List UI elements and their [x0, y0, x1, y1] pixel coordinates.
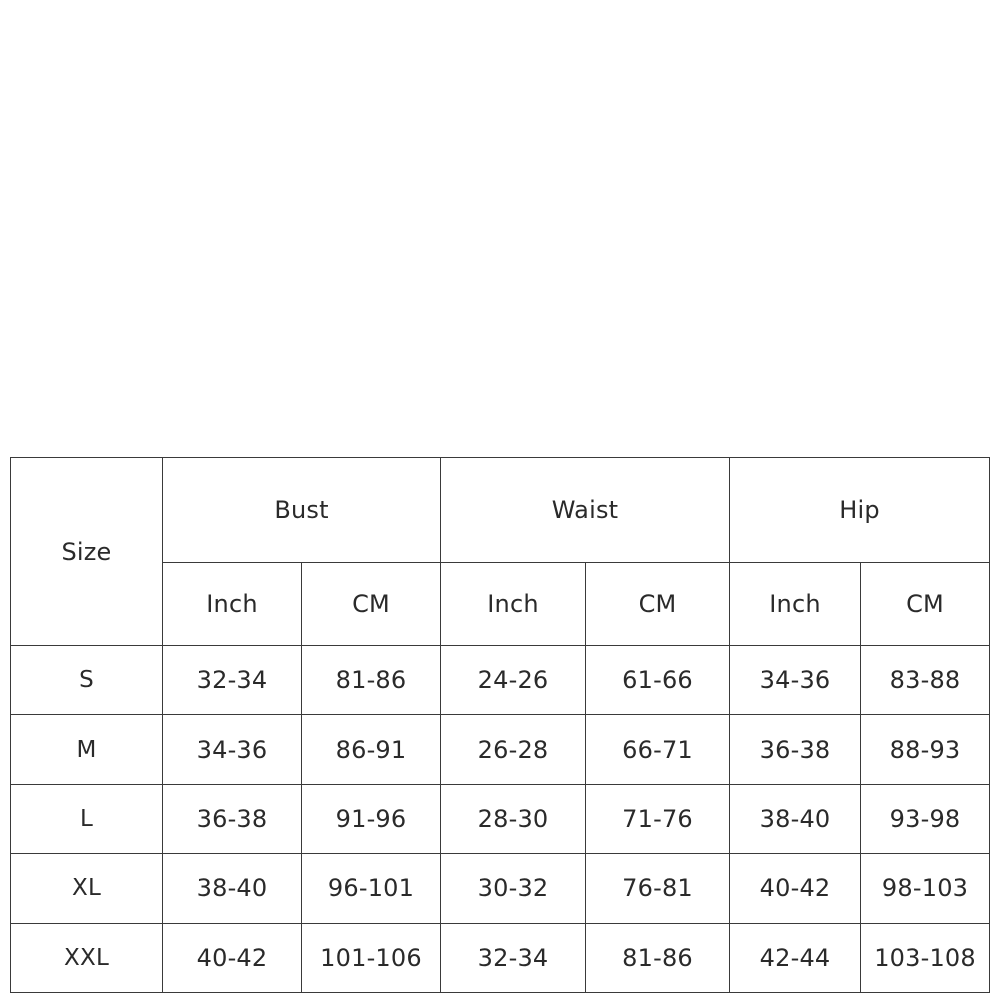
table-row	[11, 854, 990, 923]
bust-header: Bust	[163, 458, 441, 563]
hip-cm-cell: 88-93	[861, 715, 990, 784]
header-row-groups	[11, 458, 990, 563]
bust-cm-cell: 101-106	[302, 923, 441, 992]
table-row	[11, 715, 990, 784]
hip-cm-header: CM	[861, 563, 990, 646]
hip-cm-cell: 83-88	[861, 646, 990, 715]
bust-inch-cell: 36-38	[163, 784, 302, 853]
waist-cm-cell: 61-66	[586, 646, 730, 715]
hip-cm-cell: 93-98	[861, 784, 990, 853]
hip-header: Hip	[730, 458, 990, 563]
waist-inch-cell: 26-28	[441, 715, 586, 784]
bust-inch-cell: 38-40	[163, 854, 302, 923]
bust-inch-cell: 34-36	[163, 715, 302, 784]
table-body	[11, 646, 990, 993]
hip-inch-cell: 36-38	[730, 715, 861, 784]
waist-inch-cell: 28-30	[441, 784, 586, 853]
hip-cm-cell: 98-103	[861, 854, 990, 923]
bust-cm-cell: 86-91	[302, 715, 441, 784]
waist-cm-header: CM	[586, 563, 730, 646]
hip-inch-header: Inch	[730, 563, 861, 646]
hip-inch-cell: 38-40	[730, 784, 861, 853]
hip-cm-cell: 103-108	[861, 923, 990, 992]
bust-cm-cell: 96-101	[302, 854, 441, 923]
size-cell: L	[11, 784, 163, 853]
size-cell: XL	[11, 854, 163, 923]
table-row	[11, 923, 990, 992]
hip-inch-cell: 42-44	[730, 923, 861, 992]
waist-inch-cell: 30-32	[441, 854, 586, 923]
bust-inch-cell: 32-34	[163, 646, 302, 715]
size-column-header: Size	[11, 458, 163, 646]
bust-cm-header: CM	[302, 563, 441, 646]
bust-inch-header: Inch	[163, 563, 302, 646]
waist-header: Waist	[441, 458, 730, 563]
waist-inch-header: Inch	[441, 563, 586, 646]
waist-cm-cell: 66-71	[586, 715, 730, 784]
waist-inch-cell: 24-26	[441, 646, 586, 715]
bust-cm-cell: 91-96	[302, 784, 441, 853]
bust-cm-cell: 81-86	[302, 646, 441, 715]
table-row	[11, 784, 990, 853]
size-cell: M	[11, 715, 163, 784]
waist-cm-cell: 76-81	[586, 854, 730, 923]
size-chart-table	[10, 457, 990, 993]
table-row	[11, 646, 990, 715]
hip-inch-cell: 40-42	[730, 854, 861, 923]
waist-cm-cell: 71-76	[586, 784, 730, 853]
hip-inch-cell: 34-36	[730, 646, 861, 715]
table-header	[11, 458, 990, 646]
bust-inch-cell: 40-42	[163, 923, 302, 992]
waist-cm-cell: 81-86	[586, 923, 730, 992]
waist-inch-cell: 32-34	[441, 923, 586, 992]
size-cell: S	[11, 646, 163, 715]
size-cell: XXL	[11, 923, 163, 992]
